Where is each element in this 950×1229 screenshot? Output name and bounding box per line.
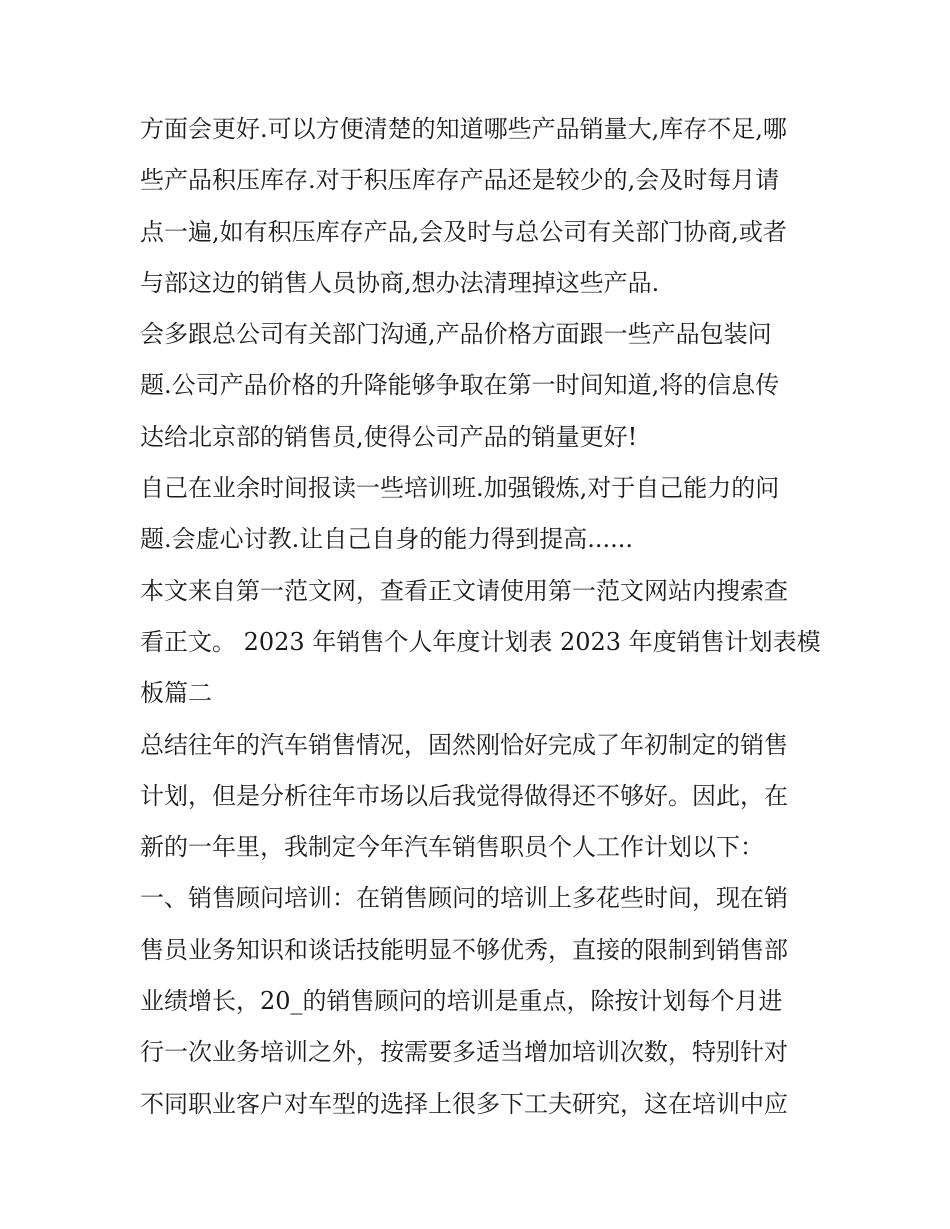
- text-line: 会多跟总公司有关部门沟通,产品价格方面跟一些产品包装问: [140, 320, 772, 349]
- text-line: 些产品积压库存.对于积压库存产品还是较少的,会及时每月请: [140, 166, 780, 195]
- text-line: 总结往年的汽车销售情况，固然刚恰好完成了年初制定的销售: [140, 730, 788, 759]
- text-line: 不同职业客户对车型的选择上很多下工夫研究，这在培训中应: [140, 1089, 788, 1118]
- text-line: 售员业务知识和谈话技能明显不够优秀，直接的限制到销售部: [140, 935, 788, 964]
- text-line: 本文来自第一范文网，查看正文请使用第一范文网站内搜索查: [140, 576, 788, 605]
- text-line: 行一次业务培训之外，按需要多适当增加培训次数，特别针对: [140, 1038, 788, 1067]
- text-line: 与部这边的销售人员协商,想办法清理掉这些产品.: [140, 268, 660, 297]
- text-line: 方面会更好.可以方便清楚的知道哪些产品销量大,库存不足,哪: [140, 115, 787, 143]
- text-line: 自己在业余时间报读一些培训班.加强锻炼,对于自己能力的问: [140, 474, 780, 503]
- text-line: 计划，但是分析往年市场以后我觉得做得还不够好。因此，在: [140, 781, 788, 810]
- text-line: 题.会虚心讨教.让自己自身的能力得到提高......: [140, 525, 634, 554]
- document-body: [140, 104, 820, 1130]
- text-line: 达给北京部的销售员,使得公司产品的销量更好!: [140, 422, 638, 451]
- text-line: 一、销售顾问培训：在销售顾问的培训上多花些时间，现在销: [140, 884, 788, 913]
- text-line: 点一遍,如有积压库存产品,会及时与总公司有关部门协商,或者: [140, 217, 787, 246]
- text-line: 看正文。 2023 年销售个人年度计划表 2023 年度销售计划表模: [140, 627, 821, 656]
- text-line: 业绩增长，20_的销售顾问的培训是重点，除按计划每个月进: [140, 987, 783, 1016]
- text-line: 题.公司产品价格的升降能够争取在第一时间知道,将的信息传: [140, 371, 780, 400]
- text-line: 板篇二: [140, 679, 212, 708]
- text-line: 新的一年里，我制定今年汽车销售职员个人工作计划以下：: [140, 833, 764, 862]
